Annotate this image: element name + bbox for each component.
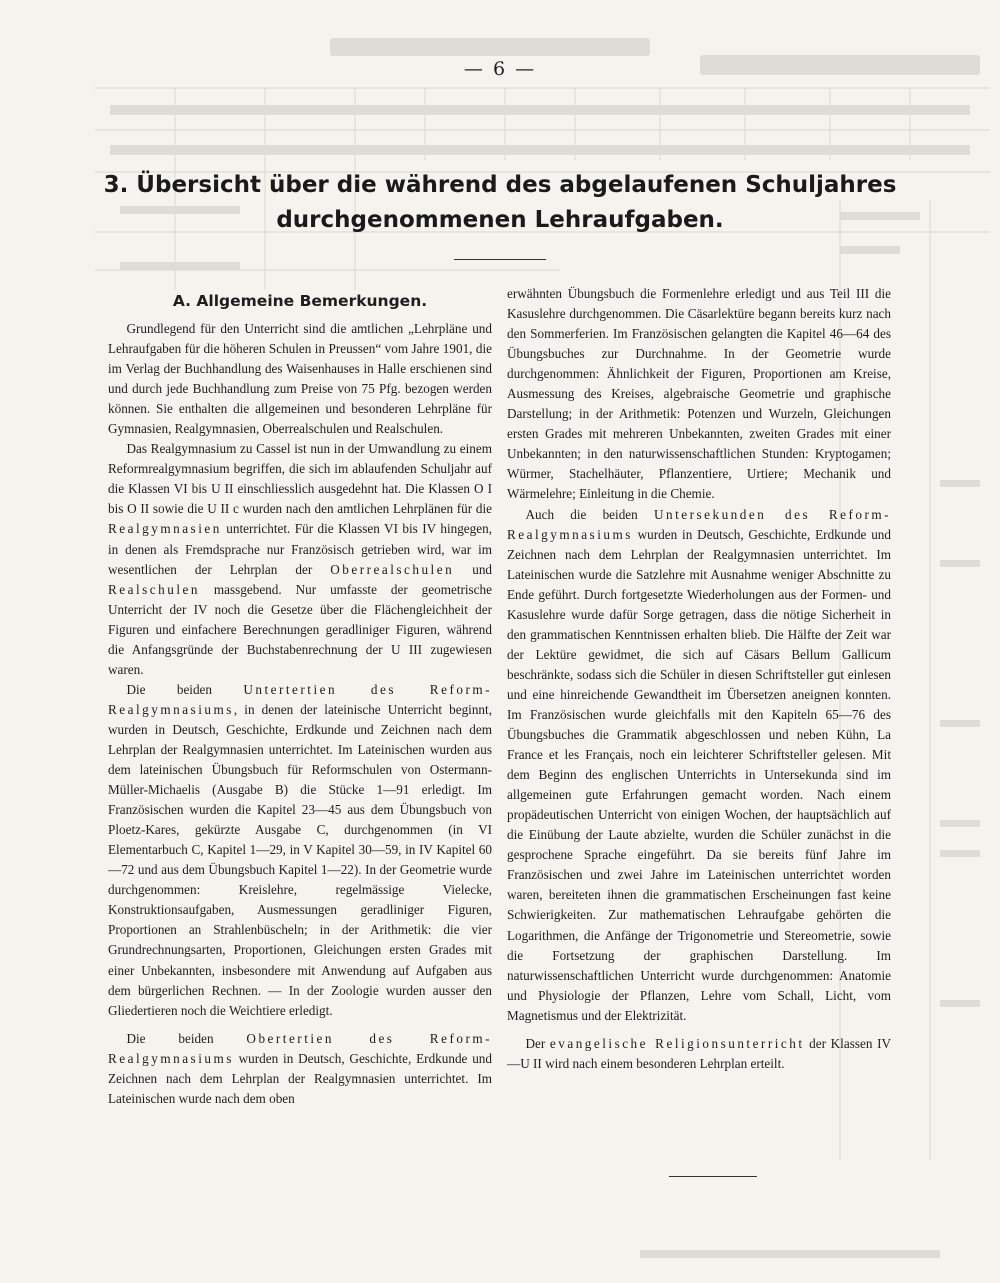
- paragraph: [507, 1034, 891, 1074]
- spaced-emphasis: Realgymnasien: [108, 521, 222, 537]
- subheading: A. Allgemeine Bemerkungen.: [172, 292, 428, 310]
- paragraph-text: der Klassen IV—U II wird nach einem besonderen Lehrplan erteilt.: [507, 1035, 891, 1071]
- paragraph-text: Auch die beiden: [525, 506, 654, 522]
- spaced-emphasis: evangelische Religionsunterricht: [549, 1035, 805, 1051]
- left-text-column: [108, 283, 492, 1109]
- paragraph-text: Grundlegend für den Unterricht sind die amtlichen „Lehrpläne und Lehraufgaben für die höheren Schulen in Preussen“ vom Jahre 1901, die im Verlag der Buchhandlung des Waisenhauses in Halle erschienen sind und durch jede Buchhandlung zum Preise von 75 Pfg. bezogen werden können. Sie enthalten die allgemeinen und besonderen Lehrpläne für Gymnasien, Realgymnasien, Oberrealschulen und Realschulen.: [108, 321, 492, 437]
- paragraph-text: Der: [525, 1035, 550, 1051]
- paragraph-text: Das Realgymnasium zu Cassel ist nun in der Umwandlung zu einem Reformrealgymnasium begriffen, die sich im ablaufenden Schuljahr auf die Klassen VI bis U II einschliesslich ausgedehnt hat. Die Klassen O I bis O II sowie die U II c wurden nach den amtlichen Lehrplänen für die: [108, 441, 492, 517]
- section-title: 3. Übersicht über die während des abgelaufenen Schuljahres durchgenommenen Lehraufgaben.: [103, 172, 897, 233]
- paragraph: [108, 439, 492, 680]
- paragraph-text: wurden in Deutsch, Geschichte, Erdkunde und Zeichnen nach dem Lehrplan der Realgymnasien unterrichtet. Im Lateinischen wurde die Satzlehre mit Ausnahme weniger Abschnitte zu Ende geführt. Durch fortgesetzte Wiederholungen aus der Formen- und Kasuslehre wurde dafür Sorge getragen, dass die nötige Sicherheit in den grammatischen Kenntnissen erhalten blieb. Die Hälfte der Zeit war der Lektüre gewidmet, die sich auf Cäsars Bellum Gallicum beschränkte, sodass sich die Schüler in diesen Schriftsteller gut einlesen und eine hinreichende Gewandtheit im Übersetzen aneignen konnten. Im Französischen wurde gleichfalls mit den Kapiteln 65—76 des Übungsbuches die Grammatik abgeschlossen und neben Kühn, La France et les Français, noch ein leichterer Schriftsteller gelesen. Mit dem Beginn des englischen Unterrichts in Untersekunda sind im allgemeinen gute Erfahrungen gemacht worden. Nach einem propädeutischen Unterricht von einigen Wochen, der hauptsächlich auf die Einübung der Laute abzielte, wurden die Schüler zunächst in die gesprochene Sprache eingeführt. Da sie bereits fünf Jahre im Französischen und zwei Jahre im Lateinischen unterrichtet worden waren, bereiteten ihnen die grammatischen Erscheinungen fast keine Schwierigkeiten. Zur mathematischen Lehraufgabe gehörten die Logarithmen, die Anfänge der Trigonometrie und Stereometrie, sowie die Fortsetzung der graphischen Darstellung. Im naturwissenschaftlichen Unterricht wurde durchgenommen: Anatomie und Physiologie der Pflanzen, Lehre vom Schall, Licht, vom Magnetismus und der Elektrizität.: [507, 526, 891, 1023]
- right-text-column: [507, 284, 891, 1074]
- paragraph: [507, 505, 891, 1026]
- spaced-emphasis: Oberrealschulen: [330, 561, 455, 577]
- spaced-emphasis: Realschulen: [108, 581, 200, 597]
- paragraph: [108, 680, 492, 1021]
- paragraph: [108, 1029, 492, 1109]
- spaced-emphasis: Untertertien des Reform-Realgymnasiums: [108, 681, 492, 717]
- title-divider: [454, 259, 546, 260]
- page-number: — 6 —: [463, 58, 537, 80]
- end-divider: [669, 1176, 757, 1177]
- paragraph-text: Die beiden: [126, 681, 244, 697]
- paragraph: [507, 284, 891, 505]
- paragraph: [108, 319, 492, 439]
- paragraph-text: erwähnten Übungsbuch die Formenlehre erledigt und aus Teil III die Kasuslehre durchgenommen. Die Cäsarlektüre begann bereits kurz nach den Sommerferien. Im Französischen gelangten die Kapitel 46—64 des Übungsbuches zur Durchnahme. In der Geometrie wurde durchgenommen: Ähnlichkeit der Figuren, Proportionen am Kreise, Ausmessung des Kreises, algebraische Geometrie und graphische Darstellung; in der Arithmetik: Potenzen und Wurzeln, Gleichungen ersten Grades mit mehreren Unbekannten, zweiten Grades mit einer Unbekannten; in den naturwissenschaftlichen Stunden: Kryptogamen; Würmer, Stachelhäuter, Pflanzentiere, Urtiere; Mechanik und Wärmelehre; Einleitung in die Chemie.: [507, 286, 891, 502]
- paragraph-text: massgebend. Nur umfasste der geometrische Unterricht der IV noch die Gesetze über die Flächengleichheit der Figuren und einfachere Berechnungen geradliniger Figuren, während die Anfangsgründe der Buchstabenrechnung der U III zugewiesen waren.: [108, 581, 492, 677]
- paragraph-text: wurden in Deutsch, Geschichte, Erdkunde und Zeichnen nach dem Lehrplan der Realgymnasien unterrichtet. Im Lateinischen wurde nach dem oben: [108, 1050, 492, 1106]
- paragraph-text: , in denen der lateinische Unterricht beginnt, wurden in Deutsch, Geschichte, Erdkunde und Zeichnen nach dem Lehrplan der Realgymnasien unterrichtet. Im Lateinischen wurden aus dem lateinischen Übungsbuch für Reformschulen von Ostermann-Müller-Michaelis (Ausgabe B) die Stücke 1—91 erledigt. Im Französischen wurden die Kapitel 23—45 aus dem Übungsbuch von Ploetz-Kares, gekürzte Ausgabe C, durchgenommen (in VI Elementarbuch C, Kapitel 1—29, in V Kapitel 30—59, in IV Kapitel 60—72 und aus dem Übungsbuch Kapitel 1—22). In der Geometrie wurde durchgenommen: Kreislehre, regelmässige Vielecke, Konstruktionsaufgaben, Ausmessungen geradliniger Figuren, Proportionen an Strahlenbüscheln; in der Arithmetik: die vier Grundrechnungsarten, Proportionen, Gleichungen ersten Grades mit einer Unbekannten, insbesondere mit Anwendung auf Aufgaben aus dem bürgerlichen Rechnen. — In der Zoologie wurden ausser den Gliedertieren noch die Weichtiere erledigt.: [108, 701, 492, 1018]
- spaced-emphasis: Untersekunden des Reform-Realgymnasiums: [507, 506, 892, 542]
- paragraph-text: unterrichtet. Für die Klassen VI bis IV hingegen, in denen als Fremdsprache nur Französisch getrieben wird, war im wesentlichen der Lehrplan der: [108, 521, 492, 577]
- paragraph-text: und: [454, 561, 493, 577]
- spaced-emphasis: Obertertien des Reform-Realgymnasiums: [108, 1030, 492, 1066]
- paragraph-text: Die beiden: [126, 1030, 247, 1046]
